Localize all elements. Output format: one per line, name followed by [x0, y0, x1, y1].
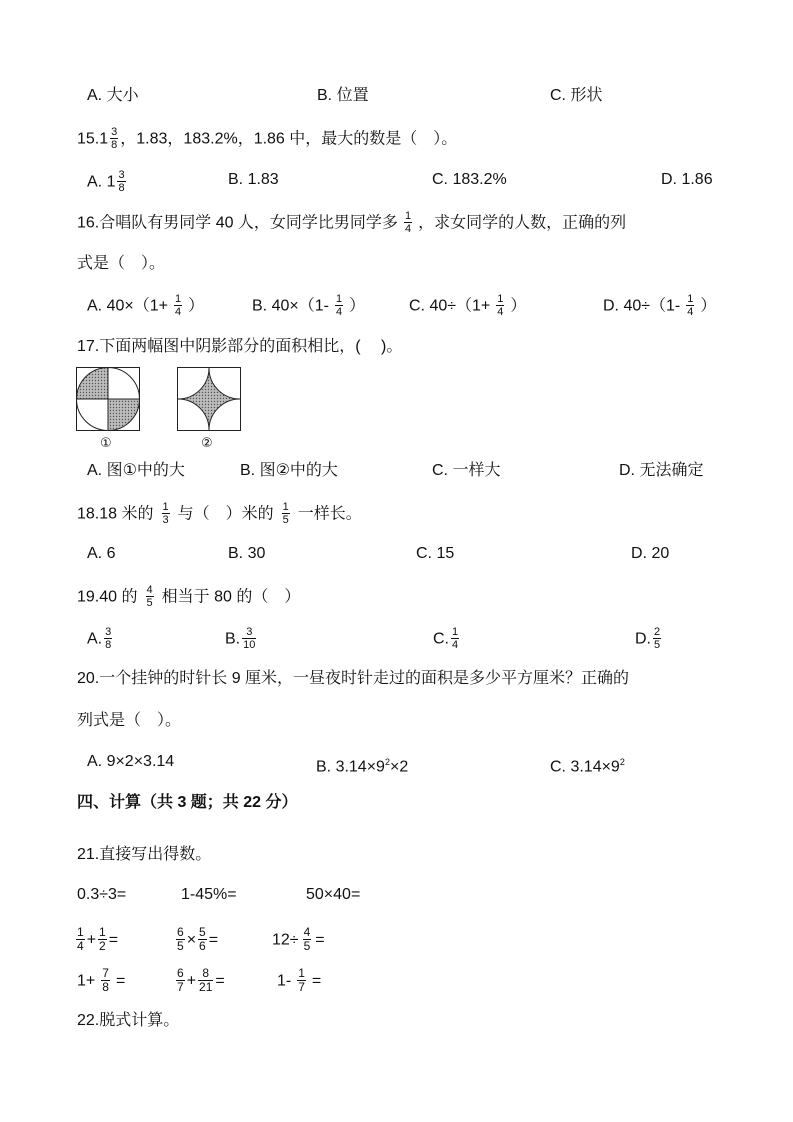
- q22-title: 22.脱式计算。: [77, 1012, 180, 1029]
- q16-option-c: C. 40÷（1+ $\frac{1}{4}$ ）: [409, 293, 527, 318]
- q17-option-b: B. 图②中的大: [240, 462, 338, 479]
- q16-option-d: D. 40÷（1- $\frac{1}{4}$ ）: [603, 293, 717, 318]
- q15-text: ，1.83，183.2%，1.86 中，最大的数是（ ）。: [120, 130, 458, 148]
- q20-options: [0, 752, 793, 782]
- q18-option-c: C. 15: [416, 545, 455, 562]
- q21-item-8: $\frac{6}{7}$ + $\frac{8}{21}$ =: [177, 966, 225, 994]
- q17-option-a: A. 图①中的大: [87, 462, 185, 479]
- q17-figure-2-label: ②: [201, 435, 213, 450]
- q15-question: [0, 127, 793, 157]
- q15-whole: 1: [99, 130, 109, 148]
- q14-option-b: B. 位置: [317, 87, 369, 104]
- q21-item-5: $\frac{6}{5}$ × $\frac{5}{6}$ =: [177, 925, 219, 953]
- q15-option-c: C. 183.2%: [432, 171, 507, 188]
- q20-option-a: A. 9×2×3.14: [87, 753, 175, 770]
- q16-option-b: B. 40×（1- $\frac{1}{4}$ ）: [252, 293, 366, 318]
- q19-option-a: A. $\frac{3}{8}$: [87, 626, 112, 651]
- q17-figure-1: [76, 367, 140, 431]
- q21-item-6: 12÷ $\frac{4}{5}$ =: [272, 925, 325, 953]
- q21-item-3: 50×40=: [306, 886, 361, 903]
- q14-option-c: C. 形状: [550, 87, 603, 104]
- q18-option-a: A. 6: [87, 545, 116, 562]
- q16-option-a: A. 40×（1+ $\frac{1}{4}$ ）: [87, 293, 205, 318]
- q19-option-d: D. $\frac{2}{5}$: [635, 626, 661, 651]
- q17-figure-2: [177, 367, 241, 431]
- q20-question-line2: 列式是（ ）。: [77, 712, 182, 729]
- q21-item-2: 1-45%=: [181, 886, 237, 903]
- q16-question-line2: 式是（ ）。: [77, 255, 166, 272]
- q19-option-c: C. $\frac{1}{4}$: [433, 626, 459, 651]
- q17-question: 17.下面两幅图中阴影部分的面积相比，( )。: [77, 338, 403, 355]
- q21-item-9: 1- $\frac{1}{7}$ =: [277, 966, 322, 994]
- q20-question-line1: 20.一个挂钟的时针长 9 厘米，一昼夜时针走过的面积是多少平方厘米？正确的: [77, 670, 630, 687]
- q15-fraction: $\frac{3}{8}$: [111, 126, 118, 151]
- q16-question-line1: 16.合唱队有男同学 40 人，女同学比男同学多 $\frac{1}{4}$ ，求女同学的人数，正确的列: [77, 210, 627, 235]
- q16-options: [0, 294, 793, 324]
- q20-option-c: C. $3.14\times 9^2$: [550, 757, 625, 776]
- q15-options: [0, 170, 793, 200]
- q15-option-d: D. 1.86: [661, 171, 713, 188]
- q17-option-d: D. 无法确定: [619, 462, 704, 479]
- q21-row-3: [0, 968, 793, 998]
- q18-options: [0, 544, 793, 574]
- q18-question: 18.18 米的 $\frac{1}{3}$ 与（ ）米的 $\frac{1}{5}$ 一样长。: [77, 501, 362, 526]
- q21-item-7: 1+ $\frac{7}{8}$ =: [77, 966, 126, 994]
- q17-options: [0, 461, 793, 491]
- q15-option-a: A. 1 $\frac{3}{8}$: [87, 169, 125, 194]
- q15-option-b: B. 1.83: [228, 171, 279, 188]
- q18-option-d: D. 20: [631, 545, 670, 562]
- q21-item-4: $\frac{1}{4}$ + $\frac{1}{2}$ =: [77, 925, 119, 953]
- q14-options: [0, 86, 793, 116]
- q18-option-b: B. 30: [228, 545, 266, 562]
- q21-title: 21.直接写出得数。: [77, 846, 212, 863]
- q19-option-b: B. $\frac{3}{10}$: [225, 626, 256, 651]
- section-4-heading: 四、计算（共 3 题；共 22 分）: [77, 794, 298, 811]
- q17-figure-1-label: ①: [100, 435, 112, 450]
- q14-option-a: A. 大小: [87, 87, 139, 104]
- q17-option-c: C. 一样大: [432, 462, 501, 479]
- q15-number: 15.: [77, 130, 100, 148]
- q19-options: [0, 627, 793, 657]
- q21-item-1: 0.3÷3=: [77, 886, 127, 903]
- q21-row-2: [0, 927, 793, 957]
- q19-question: 19.40 的 $\frac{4}{5}$ 相当于 80 的（ ）: [77, 584, 301, 609]
- q21-row-1: [0, 885, 793, 915]
- q20-option-b: B. $3.14\times 9^2\times 2$: [316, 757, 409, 776]
